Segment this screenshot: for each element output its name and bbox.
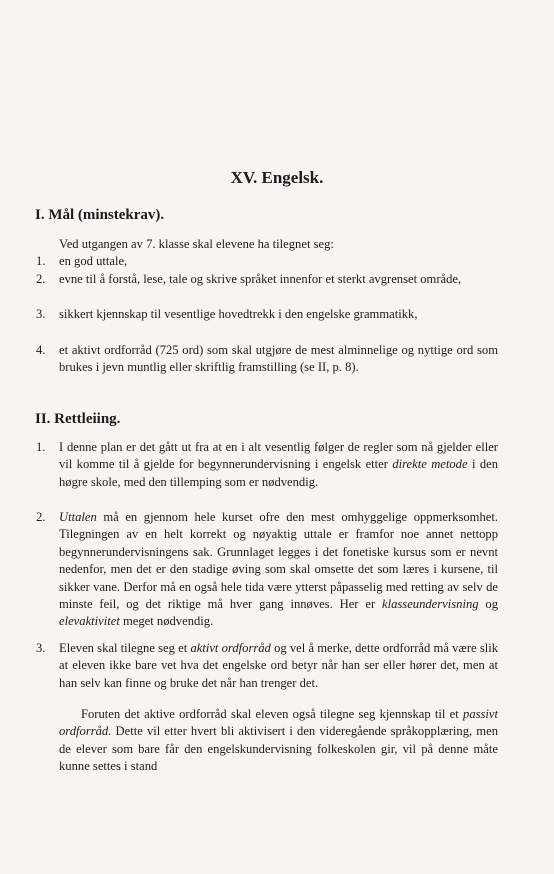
emphasis: Uttalen	[59, 510, 97, 524]
list-text: en god uttale,	[59, 254, 128, 268]
list-text: I denne plan er det gått ut fra at en i alt vesentlig følger de regler som nå gjelder eller vil komme til å gjelde for begynnerundervisning i engelsk etter direkte metode i den høgre skole, med den tillemping som er nødvendig.	[59, 440, 499, 489]
list-number: 3.	[36, 641, 46, 655]
list-text: et aktivt ordforråd (725 ord) som skal utgjøre de mest alminnelige og nyttige ord som brukes i jevn muntlig eller skriftlig framstilling (se II, p. 8).	[59, 343, 498, 375]
list-item	[36, 342, 498, 377]
chapter-title: XV. Engelsk.	[230, 168, 324, 187]
emphasis: aktivt ordforråd	[190, 641, 271, 655]
list-text: evne til å forstå, lese, tale og skrive språket innenfor et sterkt avgrenset område,	[59, 272, 462, 286]
list-number: 2.	[36, 510, 46, 524]
list-item	[36, 640, 498, 692]
list-text: Uttalen må en gjennom hele kurset ofre den mest omhyggelige oppmerksomhet. Tilegningen av en helt korrekt og nøyaktig uttale er framfor noe annet nettopp begynnerundervisningens sak. Grunnlaget legges i det fonetiske kursus som er nevnt nedenfor, men det er den stadige øving som skal omsette det som læres i kursene, til sikker vane. Derfor må en også hele tida være ytterst påpasselig med retting av selv de minste feil, og det riktige må hver gang innøves. Her er klasseundervisning og elevaktivitet meget nødvendig.	[59, 510, 498, 629]
emphasis: klasseundervisning	[382, 597, 479, 612]
list-item	[36, 271, 498, 288]
list-item	[36, 509, 498, 631]
list-number: 1.	[36, 440, 46, 454]
list-number: 1.	[36, 254, 46, 268]
list-number: 2.	[36, 272, 46, 286]
emphasis: direkte metode	[392, 457, 468, 472]
paragraph-text: Foruten det aktive ordforråd skal eleven også tilegne seg kjennskap til et passivt ordforråd. Dette vil etter hvert bli aktivisert i den videregående språkopplæring, men de elever som bare får den engelskundervisning folkeskolen gir, vil på denne måte kunne settes i stand	[59, 707, 498, 774]
section-maal-intro	[36, 236, 498, 253]
paragraph	[36, 706, 498, 776]
list-text: Eleven skal tilegne seg et aktivt ordforråd og vel å merke, dette ordforråd må være slik at eleven ikke bare vet hva det engelske ord betyr når han ser eller hører det, men at han selv kan finne og bruke det når han trenger det.	[59, 641, 499, 690]
section-heading-maal: I. Mål (minstekrav).	[35, 207, 165, 223]
list-number: 4.	[36, 343, 46, 357]
emphasis: passivt ordforråd.	[59, 707, 498, 739]
emphasis: elevaktivitet	[59, 614, 120, 629]
list-item	[36, 439, 498, 491]
list-item	[36, 253, 498, 270]
intro-text: Ved utgangen av 7. klasse skal elevene ha tilegnet seg:	[59, 237, 334, 251]
list-item	[36, 306, 498, 323]
list-number: 3.	[36, 307, 46, 321]
list-text: sikkert kjennskap til vesentlige hovedtrekk i den engelske grammatikk,	[59, 307, 418, 321]
section-heading-rettleiing: II. Rettleiing.	[35, 411, 121, 427]
